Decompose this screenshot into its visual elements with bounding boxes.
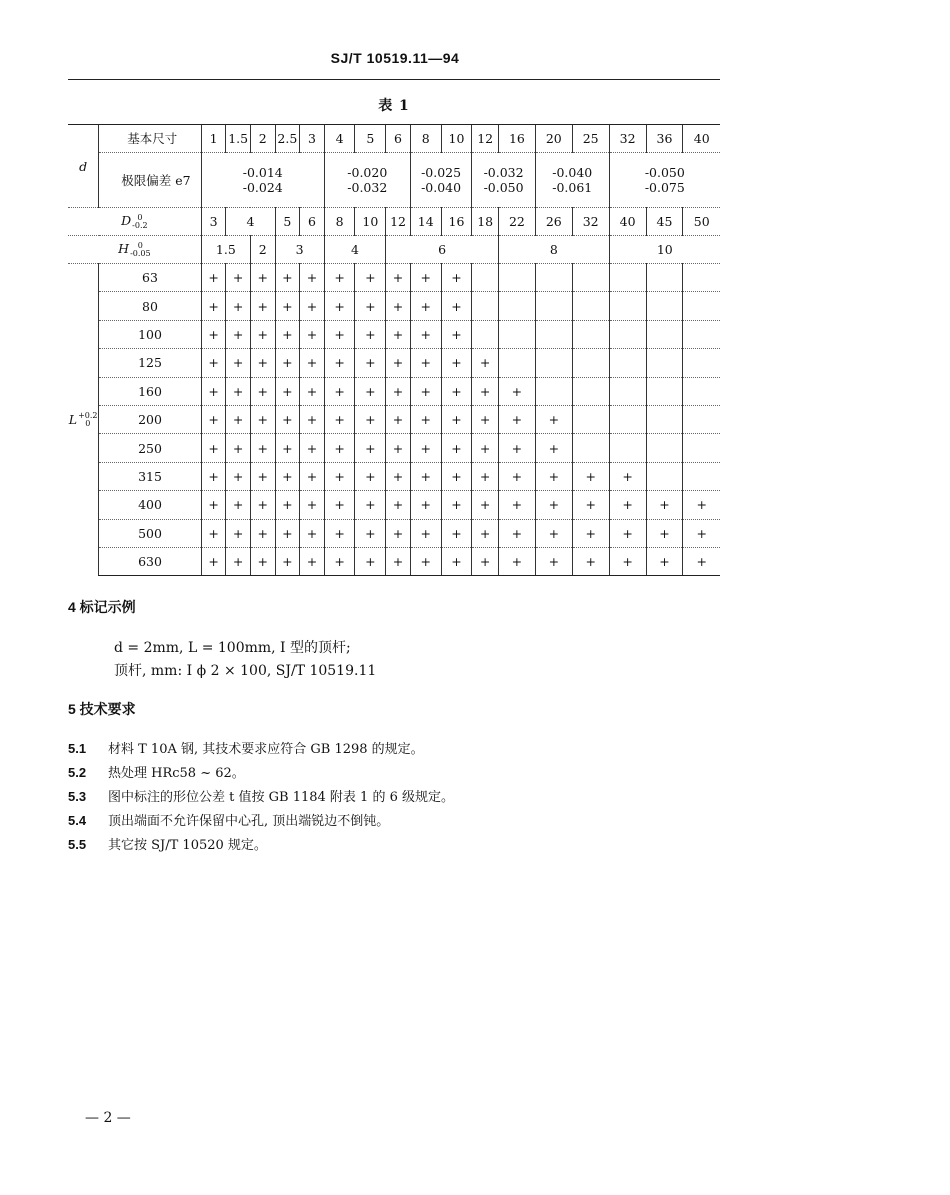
requirement-item: 5.4 顶出端面不允许保留中心孔, 顶出端锐边不倒钝。 — [68, 813, 390, 829]
dimension-table — [68, 124, 720, 576]
availability-cell: + — [410, 377, 441, 405]
availability-cell: + — [535, 547, 572, 575]
availability-cell — [498, 349, 535, 377]
availability-cell — [498, 292, 535, 320]
L-row — [68, 519, 720, 547]
L-row — [68, 434, 720, 462]
availability-cell: + — [300, 264, 325, 292]
availability-cell: + — [201, 547, 226, 575]
deviation-lower: -0.061 — [552, 180, 593, 195]
availability-cell: + — [275, 320, 300, 348]
availability-cell: + — [275, 519, 300, 547]
availability-cell: + — [498, 547, 535, 575]
L-label: L +0.2 0 — [68, 264, 99, 576]
L-size: 160 — [99, 377, 202, 405]
availability-cell: + — [355, 405, 386, 433]
availability-cell — [609, 292, 646, 320]
availability-cell: + — [201, 462, 226, 490]
availability-cell — [646, 320, 683, 348]
availability-cell: + — [300, 491, 325, 519]
availability-cell — [646, 405, 683, 433]
availability-cell — [535, 377, 572, 405]
availability-cell: + — [355, 349, 386, 377]
availability-cell: + — [201, 377, 226, 405]
availability-cell: + — [355, 292, 386, 320]
availability-cell: + — [441, 547, 472, 575]
availability-cell: + — [441, 519, 472, 547]
D-value: 26 — [535, 208, 572, 236]
availability-cell: + — [355, 462, 386, 490]
availability-cell: + — [410, 292, 441, 320]
availability-cell — [646, 377, 683, 405]
D-value: 6 — [300, 208, 325, 236]
D-value: 22 — [498, 208, 535, 236]
base-size-value: 6 — [386, 125, 411, 153]
standard-number-header: SJ/T 10519.11—94 — [330, 50, 460, 66]
availability-cell: + — [441, 292, 472, 320]
L-row — [68, 264, 720, 292]
base-size-value: 10 — [441, 125, 472, 153]
availability-cell — [609, 405, 646, 433]
deviation-upper: -0.020 — [347, 165, 388, 180]
availability-cell: + — [646, 547, 683, 575]
availability-cell: + — [275, 462, 300, 490]
D-row — [68, 208, 720, 236]
base-size-value: 20 — [535, 125, 572, 153]
availability-cell: + — [324, 519, 355, 547]
availability-cell: + — [683, 547, 720, 575]
availability-cell — [535, 292, 572, 320]
availability-cell: + — [201, 519, 226, 547]
availability-cell: + — [250, 292, 275, 320]
availability-cell: + — [275, 434, 300, 462]
availability-cell: + — [275, 264, 300, 292]
availability-cell: + — [355, 264, 386, 292]
base-size-row — [68, 125, 720, 153]
availability-cell — [535, 349, 572, 377]
availability-cell: + — [355, 519, 386, 547]
H-value: 1.5 — [201, 236, 250, 264]
availability-cell: + — [386, 320, 411, 348]
availability-cell: + — [472, 377, 499, 405]
availability-cell: + — [324, 320, 355, 348]
L-row — [68, 292, 720, 320]
L-size: 200 — [99, 405, 202, 433]
availability-cell: + — [609, 519, 646, 547]
availability-cell: + — [472, 519, 499, 547]
base-size-value: 3 — [300, 125, 325, 153]
deviation-label: 极限偏差 e7 — [99, 153, 202, 208]
header-rule — [68, 79, 720, 80]
availability-cell: + — [572, 462, 609, 490]
base-size-value: 36 — [646, 125, 683, 153]
availability-cell — [609, 349, 646, 377]
availability-cell: + — [386, 349, 411, 377]
deviation-lower: -0.024 — [242, 180, 283, 195]
L-size: 63 — [99, 264, 202, 292]
deviation-upper: -0.014 — [242, 165, 283, 180]
H-value: 2 — [250, 236, 275, 264]
H-row — [68, 236, 720, 264]
H-value: 10 — [609, 236, 720, 264]
availability-cell — [683, 292, 720, 320]
D-value: 3 — [201, 208, 226, 236]
availability-cell: + — [441, 405, 472, 433]
availability-cell — [609, 434, 646, 462]
availability-cell: + — [535, 462, 572, 490]
requirement-item: 5.1 材料 T 10A 钢, 其技术要求应符合 GB 1298 的规定。 — [68, 741, 424, 757]
availability-cell — [572, 320, 609, 348]
L-row — [68, 547, 720, 575]
availability-cell — [472, 292, 499, 320]
deviation-upper: -0.025 — [421, 165, 462, 180]
availability-cell — [498, 320, 535, 348]
availability-cell: + — [250, 462, 275, 490]
deviation-group — [535, 153, 609, 208]
availability-cell: + — [250, 547, 275, 575]
availability-cell: + — [441, 434, 472, 462]
availability-cell: + — [226, 264, 251, 292]
availability-cell: + — [386, 547, 411, 575]
availability-cell: + — [472, 405, 499, 433]
page-number: — 2 — — [85, 1110, 131, 1126]
L-row — [68, 491, 720, 519]
availability-cell: + — [201, 320, 226, 348]
L-size: 250 — [99, 434, 202, 462]
deviation-row — [68, 153, 720, 208]
D-value: 16 — [441, 208, 472, 236]
availability-cell: + — [250, 434, 275, 462]
availability-cell: + — [275, 292, 300, 320]
availability-cell: + — [355, 491, 386, 519]
D-value: 10 — [355, 208, 386, 236]
base-size-value: 2 — [250, 125, 275, 153]
table-caption: 表 1 — [378, 98, 410, 114]
L-size: 80 — [99, 292, 202, 320]
base-size-value: 1 — [201, 125, 226, 153]
availability-cell: + — [441, 462, 472, 490]
availability-cell: + — [410, 547, 441, 575]
availability-cell: + — [498, 519, 535, 547]
availability-cell: + — [472, 349, 499, 377]
availability-cell: + — [498, 462, 535, 490]
availability-cell — [683, 349, 720, 377]
availability-cell: + — [201, 405, 226, 433]
D-label: D 0 -0.2 — [68, 208, 201, 236]
availability-cell — [683, 434, 720, 462]
base-size-label: 基本尺寸 — [99, 125, 202, 153]
availability-cell: + — [441, 349, 472, 377]
availability-cell: + — [498, 377, 535, 405]
availability-cell: + — [472, 491, 499, 519]
availability-cell: + — [300, 320, 325, 348]
base-size-value: 40 — [683, 125, 720, 153]
availability-cell — [498, 264, 535, 292]
availability-cell — [472, 264, 499, 292]
availability-cell: + — [609, 491, 646, 519]
availability-cell: + — [410, 491, 441, 519]
availability-cell: + — [410, 462, 441, 490]
deviation-group — [201, 153, 324, 208]
availability-cell: + — [535, 491, 572, 519]
availability-cell — [646, 434, 683, 462]
d-label: d — [68, 125, 99, 208]
deviation-group — [324, 153, 410, 208]
base-size-value: 32 — [609, 125, 646, 153]
availability-cell: + — [250, 377, 275, 405]
availability-cell: + — [226, 547, 251, 575]
availability-cell: + — [250, 519, 275, 547]
availability-cell: + — [201, 292, 226, 320]
L-size: 315 — [99, 462, 202, 490]
base-size-value: 2.5 — [275, 125, 300, 153]
availability-cell: + — [472, 434, 499, 462]
availability-cell: + — [324, 349, 355, 377]
section-4-title: 4 标记示例 — [68, 599, 136, 615]
L-row — [68, 320, 720, 348]
section-5-title: 5 技术要求 — [68, 701, 136, 717]
availability-cell — [646, 264, 683, 292]
base-size-value: 12 — [472, 125, 499, 153]
availability-cell: + — [472, 547, 499, 575]
availability-cell: + — [275, 349, 300, 377]
deviation-lower: -0.040 — [421, 180, 462, 195]
availability-cell — [683, 264, 720, 292]
availability-cell: + — [250, 264, 275, 292]
H-value: 3 — [275, 236, 324, 264]
H-value: 4 — [324, 236, 386, 264]
availability-cell: + — [250, 349, 275, 377]
availability-cell: + — [201, 349, 226, 377]
availability-cell: + — [300, 377, 325, 405]
L-size: 500 — [99, 519, 202, 547]
availability-cell: + — [386, 405, 411, 433]
availability-cell: + — [609, 462, 646, 490]
availability-cell — [683, 377, 720, 405]
availability-cell: + — [410, 519, 441, 547]
availability-cell: + — [441, 491, 472, 519]
availability-cell: + — [386, 292, 411, 320]
availability-cell: + — [355, 377, 386, 405]
availability-cell: + — [410, 434, 441, 462]
availability-cell: + — [226, 434, 251, 462]
availability-cell: + — [498, 434, 535, 462]
availability-cell: + — [300, 349, 325, 377]
availability-cell — [472, 320, 499, 348]
availability-cell: + — [324, 434, 355, 462]
availability-cell: + — [324, 405, 355, 433]
availability-cell — [572, 377, 609, 405]
H-value: 8 — [498, 236, 609, 264]
marking-example-line-2: 顶杆, mm: Ⅰ ϕ 2 × 100, SJ/T 10519.11 — [114, 663, 377, 679]
availability-cell: + — [441, 320, 472, 348]
availability-cell: + — [572, 519, 609, 547]
availability-cell: + — [386, 462, 411, 490]
availability-cell: + — [324, 547, 355, 575]
availability-cell: + — [683, 519, 720, 547]
availability-cell: + — [386, 377, 411, 405]
availability-cell: + — [410, 320, 441, 348]
availability-cell — [572, 405, 609, 433]
deviation-upper: -0.050 — [644, 165, 685, 180]
availability-cell: + — [226, 519, 251, 547]
deviation-upper: -0.032 — [483, 165, 524, 180]
availability-cell: + — [535, 405, 572, 433]
D-value: 18 — [472, 208, 499, 236]
availability-cell: + — [226, 320, 251, 348]
availability-cell — [683, 462, 720, 490]
availability-cell: + — [300, 434, 325, 462]
requirement-item: 5.5 其它按 SJ/T 10520 规定。 — [68, 837, 267, 853]
availability-cell: + — [355, 320, 386, 348]
availability-cell — [572, 292, 609, 320]
availability-cell: + — [226, 491, 251, 519]
availability-cell: + — [226, 377, 251, 405]
availability-cell: + — [498, 491, 535, 519]
availability-cell — [683, 405, 720, 433]
availability-cell: + — [472, 462, 499, 490]
availability-cell: + — [226, 292, 251, 320]
availability-cell: + — [410, 349, 441, 377]
availability-cell — [609, 320, 646, 348]
availability-cell: + — [201, 434, 226, 462]
availability-cell — [646, 292, 683, 320]
availability-cell: + — [355, 547, 386, 575]
availability-cell: + — [226, 405, 251, 433]
availability-cell: + — [201, 264, 226, 292]
base-size-value: 1.5 — [226, 125, 251, 153]
availability-cell: + — [250, 320, 275, 348]
availability-cell: + — [250, 405, 275, 433]
L-row — [68, 462, 720, 490]
availability-cell: + — [386, 264, 411, 292]
availability-cell: + — [609, 547, 646, 575]
deviation-group — [609, 153, 720, 208]
L-row — [68, 349, 720, 377]
availability-cell — [535, 264, 572, 292]
availability-cell: + — [275, 547, 300, 575]
availability-cell: + — [300, 547, 325, 575]
availability-cell — [572, 264, 609, 292]
D-value: 45 — [646, 208, 683, 236]
availability-cell: + — [300, 519, 325, 547]
marking-example-line-1: d = 2mm, L = 100mm, Ⅰ 型的顶杆; — [114, 640, 351, 656]
base-size-value: 16 — [498, 125, 535, 153]
availability-cell: + — [410, 405, 441, 433]
availability-cell: + — [324, 491, 355, 519]
availability-cell: + — [441, 264, 472, 292]
requirement-item: 5.3 图中标注的形位公差 t 值按 GB 1184 附表 1 的 6 级规定。 — [68, 789, 454, 805]
base-size-value: 4 — [324, 125, 355, 153]
L-row — [68, 405, 720, 433]
availability-cell: + — [441, 377, 472, 405]
L-size: 100 — [99, 320, 202, 348]
availability-cell — [609, 377, 646, 405]
availability-cell — [683, 320, 720, 348]
base-size-value: 5 — [355, 125, 386, 153]
availability-cell: + — [535, 519, 572, 547]
availability-cell: + — [275, 405, 300, 433]
D-value: 5 — [275, 208, 300, 236]
availability-cell: + — [646, 519, 683, 547]
availability-cell: + — [386, 519, 411, 547]
availability-cell: + — [324, 377, 355, 405]
deviation-group — [472, 153, 536, 208]
availability-cell — [572, 349, 609, 377]
availability-cell — [609, 264, 646, 292]
availability-cell: + — [275, 491, 300, 519]
availability-cell — [646, 349, 683, 377]
D-value: 12 — [386, 208, 411, 236]
D-value: 4 — [226, 208, 275, 236]
availability-cell: + — [324, 264, 355, 292]
base-size-value: 25 — [572, 125, 609, 153]
availability-cell: + — [572, 491, 609, 519]
availability-cell — [572, 434, 609, 462]
availability-cell: + — [386, 434, 411, 462]
availability-cell: + — [355, 434, 386, 462]
deviation-group — [410, 153, 472, 208]
availability-cell: + — [201, 491, 226, 519]
availability-cell: + — [410, 264, 441, 292]
availability-cell — [535, 320, 572, 348]
requirement-item: 5.2 热处理 HRc58 ~ 62。 — [68, 765, 245, 781]
deviation-lower: -0.032 — [347, 180, 388, 195]
H-label: H 0 -0.05 — [68, 236, 201, 264]
availability-cell: + — [226, 349, 251, 377]
availability-cell: + — [226, 462, 251, 490]
D-value: 40 — [609, 208, 646, 236]
D-value: 14 — [410, 208, 441, 236]
availability-cell: + — [300, 462, 325, 490]
availability-cell: + — [300, 292, 325, 320]
availability-cell — [646, 462, 683, 490]
D-value: 32 — [572, 208, 609, 236]
L-size: 125 — [99, 349, 202, 377]
availability-cell: + — [300, 405, 325, 433]
availability-cell: + — [386, 491, 411, 519]
availability-cell: + — [646, 491, 683, 519]
availability-cell: + — [572, 547, 609, 575]
availability-cell: + — [535, 434, 572, 462]
D-value: 8 — [324, 208, 355, 236]
deviation-lower: -0.075 — [644, 180, 685, 195]
deviation-lower: -0.050 — [483, 180, 524, 195]
H-value: 6 — [386, 236, 499, 264]
L-size: 630 — [99, 547, 202, 575]
availability-cell: + — [683, 491, 720, 519]
availability-cell: + — [250, 491, 275, 519]
deviation-upper: -0.040 — [552, 165, 593, 180]
availability-cell: + — [275, 377, 300, 405]
availability-cell: + — [324, 292, 355, 320]
L-row — [68, 377, 720, 405]
base-size-value: 8 — [410, 125, 441, 153]
L-size: 400 — [99, 491, 202, 519]
D-value: 50 — [683, 208, 720, 236]
availability-cell: + — [324, 462, 355, 490]
availability-cell: + — [498, 405, 535, 433]
